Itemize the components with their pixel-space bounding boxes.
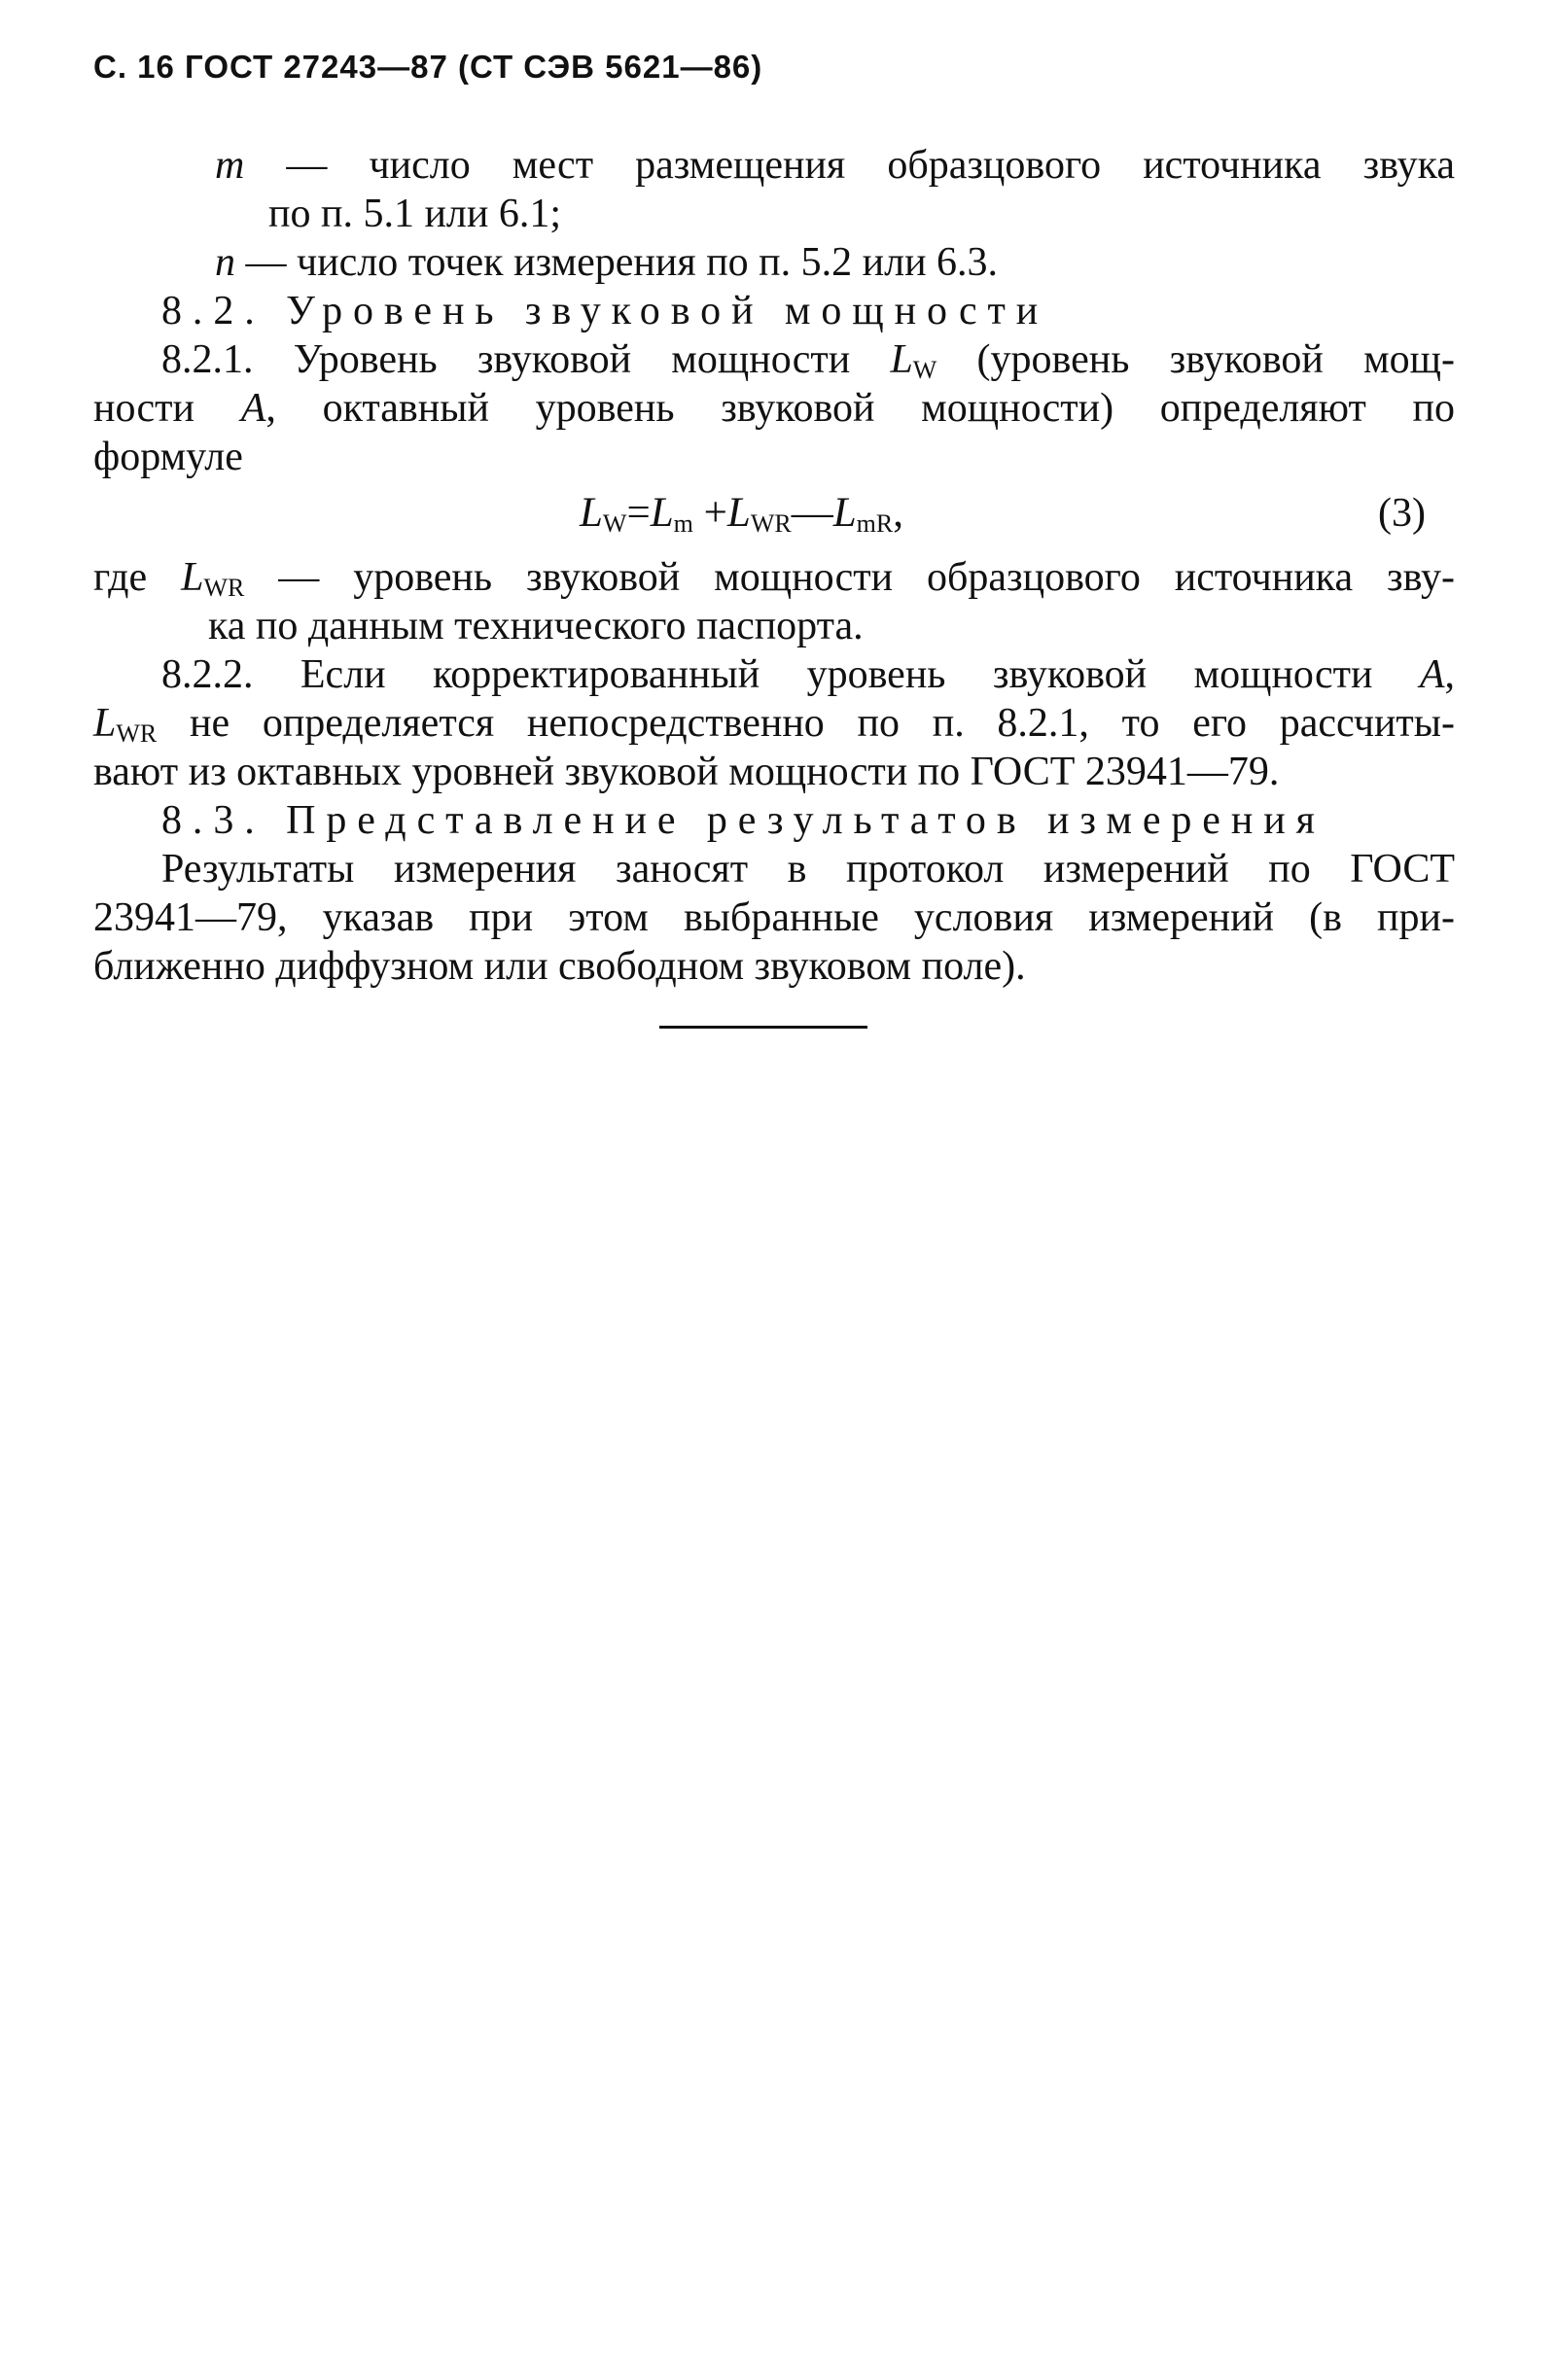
page-header: С. 16 ГОСТ 27243—87 (СТ СЭВ 5621—86)	[93, 49, 763, 85]
document-body	[93, 141, 1455, 991]
definition-m-text-1: — число мест размещения образцового источника звука	[244, 143, 1455, 188]
para-8-2-1-text-d: , октавный уровень звуковой мощности) определяют по	[265, 386, 1455, 431]
definition-n-line	[93, 238, 1455, 287]
symbol-m: m	[215, 143, 245, 188]
formula-comma: ,	[893, 490, 903, 536]
results-line-2: 23941—79, указав при этом выбранные условия измерений (в при-	[93, 895, 1455, 940]
formula-equals: =	[626, 490, 651, 536]
formula-term-3-sub: mR	[856, 509, 894, 538]
section-heading-8-3: 8.3. Представление результатов измерения	[161, 798, 1325, 843]
para-8-2-1-line-3: формуле	[93, 435, 243, 479]
symbol-lw-sub: W	[912, 356, 937, 384]
formula-3	[580, 489, 903, 548]
para-8-2-1-text-b: (уровень звуковой мощ-	[937, 337, 1455, 382]
definition-m-line-2: по п. 5.1 или 6.1;	[268, 192, 562, 236]
end-rule-divider	[659, 1026, 867, 1029]
formula-term-3: L	[832, 490, 857, 536]
symbol-lwr-2: L	[93, 701, 117, 746]
formula-lhs: L	[580, 490, 603, 536]
para-8-2-1-line-2	[93, 384, 1455, 433]
equation-number: (3)	[1378, 491, 1426, 536]
formula-row	[93, 485, 1455, 553]
para-8-2-2-text-c: не определяется непосредственно по п. 8.2.1, то его рассчиты-	[157, 701, 1455, 746]
results-line-1: Результаты измерения заносят в протокол измерений по ГОСТ	[161, 847, 1455, 892]
para-8-2-2-line-1	[93, 650, 1455, 699]
para-8-2-2-line-3: вают из октавных уровней звуковой мощности по ГОСТ 23941—79.	[93, 750, 1280, 794]
symbol-n: n	[215, 240, 235, 285]
para-8-2-1-line-1	[93, 335, 1455, 384]
symbol-lwr-sub: WR	[203, 574, 245, 602]
where-prefix: где	[93, 555, 182, 600]
definition-n-text: — число точек измерения по п. 5.2 или 6.3.	[235, 240, 999, 285]
symbol-lwr-2-sub: WR	[116, 719, 158, 748]
where-line-1	[93, 553, 1455, 602]
results-line-3: ближенно диффузном или свободном звуковом поле).	[93, 944, 1026, 989]
formula-term-1-sub: m	[673, 509, 693, 538]
symbol-a: A	[240, 386, 266, 431]
section-heading-8-2: 8.2. Уровень звуковой мощности	[161, 289, 1049, 333]
para-8-2-1-text-a: 8.2.1. Уровень звуковой мощности	[161, 337, 891, 382]
formula-plus: +	[703, 490, 727, 536]
para-8-2-2-text-b: ,	[1444, 652, 1455, 697]
para-8-2-2-line-2	[93, 699, 1455, 748]
where-line-2: ка по данным технического паспорта.	[208, 604, 864, 648]
symbol-lw: L	[890, 337, 913, 382]
formula-minus: —	[791, 490, 833, 536]
para-8-2-1-text-c: ности	[93, 386, 241, 431]
where-text-1: — уровень звуковой мощности образцового источника зву-	[244, 555, 1455, 600]
definition-m-line-1	[93, 141, 1455, 190]
formula-lhs-sub: W	[602, 509, 627, 538]
formula-term-1: L	[650, 490, 674, 536]
symbol-lwr: L	[181, 555, 204, 600]
symbol-a-2: A	[1419, 652, 1445, 697]
para-8-2-2-text-a: 8.2.2. Если корректированный уровень звуковой мощности	[161, 652, 1420, 697]
formula-term-2-sub: WR	[750, 509, 792, 538]
formula-term-2: L	[726, 490, 751, 536]
